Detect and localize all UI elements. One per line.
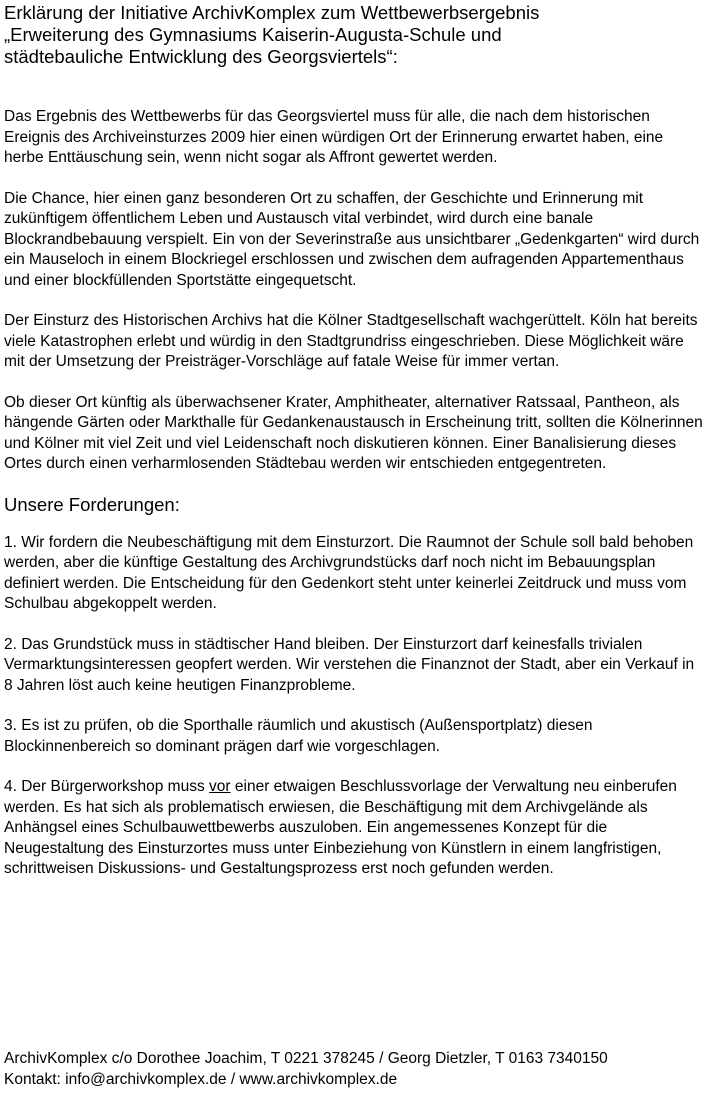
demand-4-start: 4. Der Bürgerworkshop muss: [4, 778, 210, 795]
demand-3: 3. Es ist zu prüfen, ob die Sporthalle räumlich und akustisch (Außensportplatz) diesen Blockinnenbereich so dominant prägen darf wie vorgeschlagen.: [4, 717, 593, 755]
footer-contact-phones: ArchivKomplex c/o Dorothee Joachim, T 0221 378245 / Georg Dietzler, T 0163 7340150: [4, 1050, 608, 1067]
paragraph-intro: Das Ergebnis des Wettbewerbs für das Georgsviertel muss für alle, die nach dem historischen Ereignis des Archiveinsturzes 2009 hier einen würdigen Ort der Erinnerung erwartet haben, eine herbe Enttäuschung sein, wenn nicht sogar als Affront gewertet werden.: [4, 108, 664, 166]
demand-4-emphasis: vor: [209, 778, 231, 795]
demand-1: 1. Wir fordern die Neubeschäftigung mit dem Einsturzort. Die Raumnot der Schule soll bald behoben werden, aber die künftige Gestaltung des Archivgrundstücks darf noch nicht im Bebauungsplan definiert werden. Die Entscheidung für den Gedenkort steht unter keinerlei Zeitdruck und muss vom Schulbau abgekoppelt werden.: [4, 533, 694, 612]
demand-4-rest: einer etwaigen Beschlussvorlage der Verwaltung neu einberufen werden. Es hat sich als problematisch erwiesen, die Beschäftigung mit dem Archivgelände als Anhängsel eines Schulbauwettbewerbs auszuloben. Ein angemessenes Konzept für die Neugestaltung des Einsturzortes muss unter Einbeziehung von Künstlern in einem langfristigen, schrittweisen Diskussions- und Gestaltungsprozess erst noch gefunden werden.: [4, 778, 677, 877]
demands-heading: Unsere Forderungen:: [4, 493, 180, 515]
document-page: [4, 0, 704, 880]
paragraph-collapse: Der Einsturz des Historischen Archivs hat die Kölner Stadtgesellschaft wachgerüttelt. Köln hat bereits viele Katastrophen erlebt und würdig in den Stadtgrundriss eingeschrieben. Diese Möglichkeit wäre mit der Umsetzung der Preisträger-Vorschläge auf fatale Weise für immer vertan.: [4, 312, 698, 370]
title-line-3: städtebauliche Entwicklung des Georgsviertels“:: [4, 46, 398, 67]
paragraph-chance: Die Chance, hier einen ganz besonderen Ort zu schaffen, der Geschichte und Erinnerung mit zukünftigem öffentlichem Leben und Austausch vital verbindet, wird durch eine banale Blockrandbebauung verspielt. Ein von der Severinstraße aus unsichtbarer „Gedenkgarten“ wird durch ein Mauseloch in einem Blockriegel erschlossen und zwischen dem aufragenden Appartementhaus und einer blockfüllenden Sportstätte eingequetscht.: [4, 189, 700, 289]
demand-4: [4, 777, 704, 880]
document-title: [4, 2, 704, 68]
paragraph-future-place: Ob dieser Ort künftig als überwachsener Krater, Amphitheater, alternativer Ratssaal, Pantheon, als hängende Gärten oder Markthalle für Gedankenaustausch in Erscheinung tritt, sollten die Kölnerinnen und Kölner mit viel Zeit und viel Leidenschaft noch diskutieren können. Einer Banalisierung dieses Ortes durch einen verharmlosenden Städtebau werden wir entschieden entgegentreten.: [4, 393, 703, 472]
footer-contact-web: Kontakt: info@archivkomplex.de / www.archivkomplex.de: [4, 1070, 398, 1088]
demand-2: 2. Das Grundstück muss in städtischer Hand bleiben. Der Einsturzort darf keinesfalls trivialen Vermarktungsinteressen geopfert werden. Wir verstehen die Finanznot der Stadt, aber ein Verkauf in 8 Jahren löst auch keine heutigen Finanzprobleme.: [4, 635, 695, 694]
title-line-2: „Erweiterung des Gymnasiums Kaiserin-Augusta-Schule und: [4, 24, 502, 45]
title-line-1: Erklärung der Initiative ArchivKomplex zum Wettbewerbsergebnis: [4, 2, 540, 23]
contact-footer: [4, 1049, 704, 1090]
